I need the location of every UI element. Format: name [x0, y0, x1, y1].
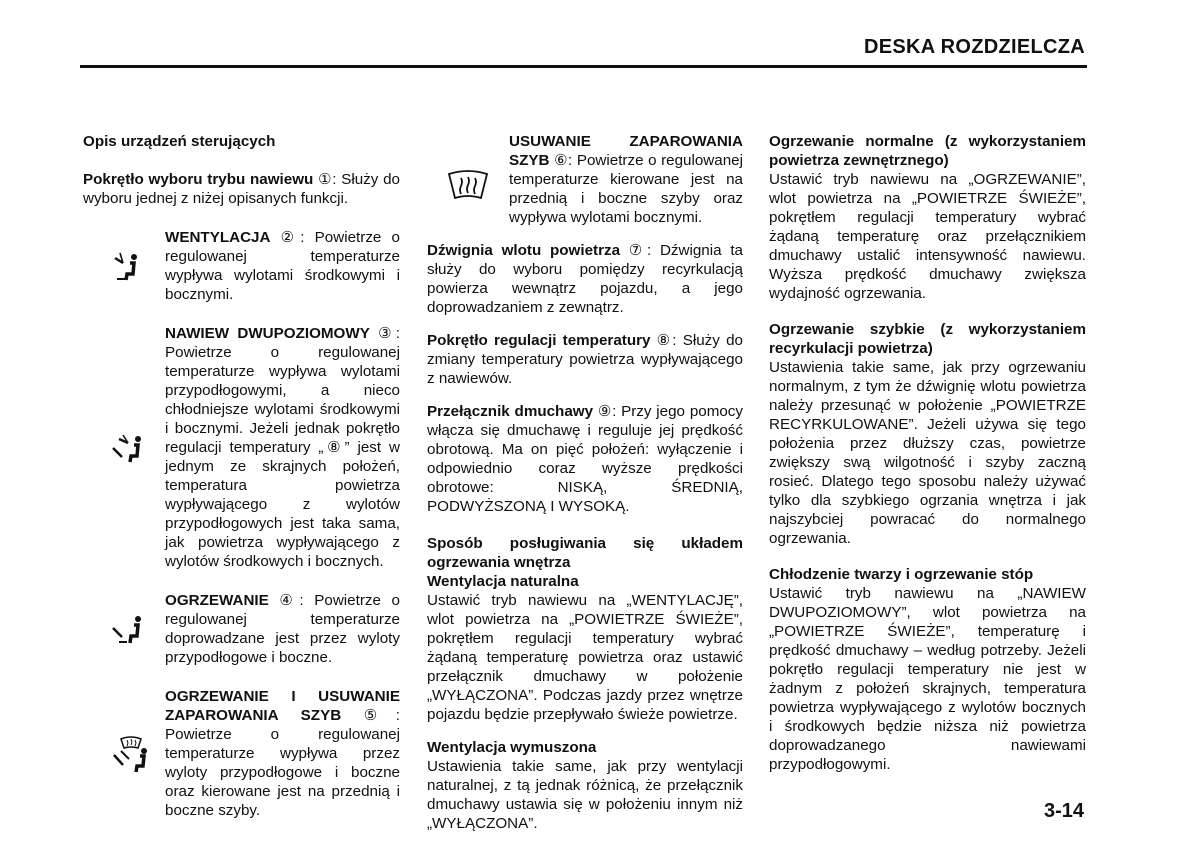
- vent-mode-item: WENTYLACJA ②: Powietrze o regulowanej temperaturze wypływa wylotami środkowymi i bocznymi.: [83, 228, 400, 304]
- face-cool-foot-heat-text: Ustawić tryb nawiewu na „NAWIEW DWUPOZIOMOWY”, wlot powietrza na „POWIETRZE ŚWIEŻE”, temperaturę i prędkość dmuchawy – według potrzeby. Jeżeli pokrętło regulacji temperatury nie jest w żadnym z położeń skrajnych, temperatura powietrza wypływającego z wylotów bocznych i środkowych będzie niższa niż powietrza doprowadzanego nawiewami przypodłogowymi.: [769, 585, 1086, 773]
- forced-vent-text: Ustawienia takie same, jak przy wentylacji naturalnej, z tą jednak różnicą, że przełącznik dmuchawy ustawia się w położeniu innym niż „WYŁĄCZONA”.: [427, 758, 743, 832]
- natural-vent-heading: Wentylacja naturalna: [427, 573, 579, 590]
- column-3: [769, 132, 1086, 774]
- fan-switch-paragraph: Przełącznik dmuchawy ⑨: Przy jego pomocy włącza się dmuchawę i reguluje jej prędkość obrotową. Ma on pięć położeń: wyłączenie i odpowiednio coraz wyższe prędkości obrotowe: NISKĄ, ŚREDNIĄ, PODWYŻSZONĄ I WYSOKĄ.: [427, 403, 743, 515]
- temperature-knob-paragraph: Pokrętło regulacji temperatury ⑧: Służy do zmiany temperatury powietrza wypływającego z nawiewów.: [427, 332, 743, 387]
- normal-heat-heading: Ogrzewanie normalne (z wykorzystaniem powietrza zewnętrznego): [769, 133, 1086, 169]
- floor-heat-item: OGRZEWANIE ④: Powietrze o regulowanej temperaturze doprowadzane jest przez wyloty przypodłogowe i boczne.: [83, 591, 400, 667]
- bilevel-mode-icon: [111, 431, 145, 465]
- fast-heat-text: Ustawienia takie same, jak przy ogrzewaniu normalnym, z tym że dźwignię wlotu powietrza należy przesunąć w położenie „POWIETRZE RECYRKULOWANE”. Jeżeli używa się tego położenia przez dłuższy czas, powietrze zwiększy swą wilgotność i szyby zaczną rosieć. Dlatego tego sposobu należy używać tylko dla szybkiego ogrzania wnętrza i jak najszybciej powracać do normalnego ogrzewania.: [769, 359, 1086, 547]
- column-1: [83, 132, 400, 820]
- air-inlet-lever-paragraph: Dźwignia wlotu powietrza ⑦: Dźwignia ta służy do wyboru pomiędzy recyrkulacją powierza wewnątrz pojazdu, a jego doprowadzaniem z zewnątrz.: [427, 242, 743, 316]
- heat-defrost-icon: [111, 735, 151, 773]
- usage-heading: Sposób posługiwania się układem ogrzewania wnętrza: [427, 535, 743, 571]
- page-header-title: DESKA ROZDZIELCZA: [863, 36, 1085, 58]
- header-rule: [80, 65, 1087, 68]
- normal-heat-text: Ustawić tryb nawiewu na „OGRZEWANIE”, wlot powietrza na „POWIETRZE ŚWIEŻE”, pokrętłem regulacji temperatury wybrać żądaną temperaturę oraz przełącznikiem dmuchawy ustalić intensywność nawiewu. Wyższa prędkość dmuchawy zwiększa wydajność ogrzewania.: [769, 171, 1086, 302]
- section-heading: Opis urządzeń sterujących: [83, 133, 276, 150]
- page-number: 3-14: [1043, 800, 1084, 822]
- forced-vent-heading: Wentylacja wymuszona: [427, 739, 597, 756]
- column-2: [427, 132, 743, 833]
- defrost-item: USUWANIE ZAPAROWANIA SZYB ⑥: Powietrze o regulowanej temperaturze kierowane jest na przednią i boczne szyby oraz wypływa wylotami bocznymi.: [427, 132, 743, 227]
- fast-heat-heading: Ogrzewanie szybkie (z wykorzystaniem recyrkulacji powietrza): [769, 321, 1086, 357]
- vent-mode-icon: [111, 249, 141, 283]
- bilevel-mode-item: NAWIEW DWUPOZIOMOWY ③: Powietrze o regulowanej temperaturze wypływa wylotami przypodłogowymi, a nieco chłodniejsze wylotami środkowymi i bocznymi. Jeżeli jednak pokrętło regulacji temperatury „⑧” jest w jednym ze skrajnych położeń, temperatura powietrza wypływającego z wylotów przypodłogowych jest taka sama, jak powietrza wypływającego z wylotów środkowych i bocznych.: [83, 324, 400, 571]
- windshield-defrost-icon: [445, 168, 491, 202]
- natural-vent-text: Ustawić tryb nawiewu na „WENTYLACJĘ”, wlot powietrza na „POWIETRZE ŚWIEŻE”, pokrętłem regulacji temperatury wybrać żądaną temperaturę powietrza oraz ustawić przełącznik dmuchawy w położenie „WYŁĄCZONA”. Podczas jazdy przez wnętrze pojazdu będzie przepływało świeże powietrze.: [427, 592, 743, 723]
- floor-heat-icon: [111, 612, 145, 646]
- heat-defrost-item: OGRZEWANIE I USUWANIE ZAPAROWANIA SZYB ⑤: Powietrze o regulowanej temperaturze wypływa przez wyloty przypodłogowe i boczne oraz kierowane jest na przednią i boczne szyby.: [83, 687, 400, 820]
- face-cool-foot-heat-heading: Chłodzenie twarzy i ogrzewanie stóp: [769, 566, 1034, 583]
- mode-knob-paragraph: Pokrętło wyboru trybu nawiewu ①: Służy do wyboru jednej z niżej opisanych funkcji.: [83, 171, 400, 207]
